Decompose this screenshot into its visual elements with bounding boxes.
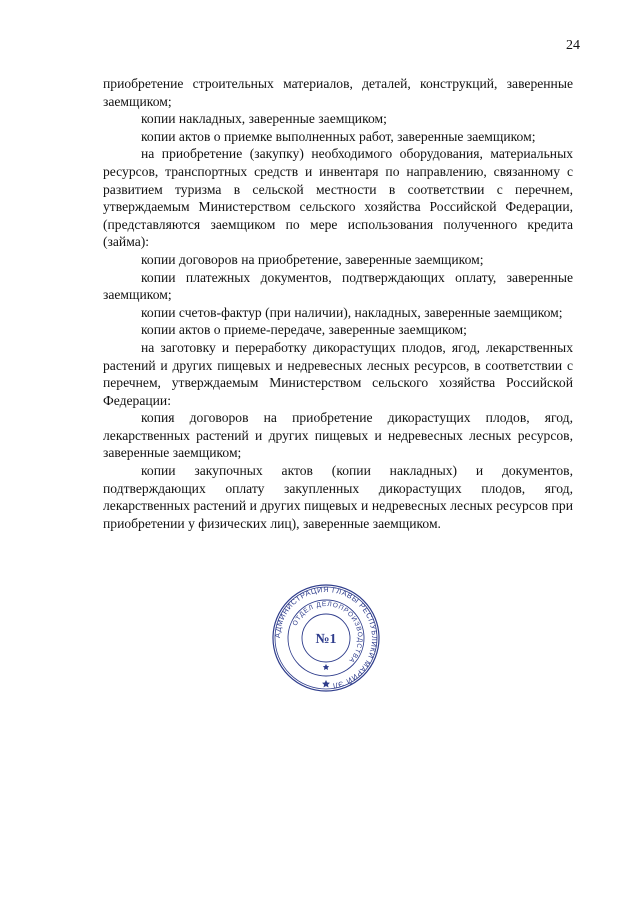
- stamp-star-icon: [323, 664, 329, 670]
- paragraph: на приобретение (закупку) необходимого оборудования, материальных ресурсов, транспортных средств и инвентаря по направлению, связанному с развитием туризма в сельской местности в соответствии с перечнем, утверждаемым Министерством сельского хозяйства Российской Федерации, (представляются заемщиком по мере использования полученного кредита (займа):: [103, 146, 573, 250]
- paragraph: на заготовку и переработку дикорастущих плодов, ягод, лекарственных растений и других пищевых и недревесных лесных ресурсов, в соответствии с перечнем, утверждаемым Министерством сельского хозяйства Российской Федерации:: [103, 339, 573, 408]
- paragraph: копия договоров на приобретение дикорастущих плодов, ягод, лекарственных растений и других пищевых и недревесных лесных ресурсов, заверенные заемщиком;: [103, 410, 573, 461]
- stamp-star-icon: [322, 680, 330, 687]
- paragraph: копии платежных документов, подтверждающих оплату, заверенные заемщиком;: [103, 269, 573, 303]
- stamp-inner-text: ОТДЕЛ ДЕЛОПРОИЗВОДСТВА: [291, 600, 364, 665]
- paragraph: приобретение строительных материалов, деталей, конструкций, заверенные заемщиком;: [103, 76, 573, 109]
- paragraph: копии закупочных актов (копии накладных) и документов, подтверждающих оплату закупленных дикорастущих плодов, ягод, лекарственных растений и других пищевых и недревесных лесных ресурсов при приобретении у физических лиц), заверенные заемщиком.: [103, 463, 573, 531]
- stamp-center-number: №1: [315, 632, 337, 647]
- paragraph: копии накладных, заверенные заемщиком;: [141, 111, 387, 127]
- document-body: [103, 75, 573, 532]
- paragraph: копии актов о приеме-передаче, заверенные заемщиком;: [141, 322, 467, 338]
- official-stamp: [272, 584, 380, 692]
- page-number: 24: [566, 38, 580, 53]
- paragraph: копии счетов-фактур (при наличии), накладных, заверенные заемщиком;: [141, 304, 563, 320]
- stamp-outer-text: АДМИНИСТРАЦИЯ ГЛАВЫ РЕСПУБЛИКИ МАРИЙ ЭЛ: [272, 584, 380, 691]
- paragraph: копии актов о приемке выполненных работ, заверенные заемщиком;: [141, 128, 536, 144]
- paragraph: копии договоров на приобретение, заверенные заемщиком;: [141, 251, 484, 267]
